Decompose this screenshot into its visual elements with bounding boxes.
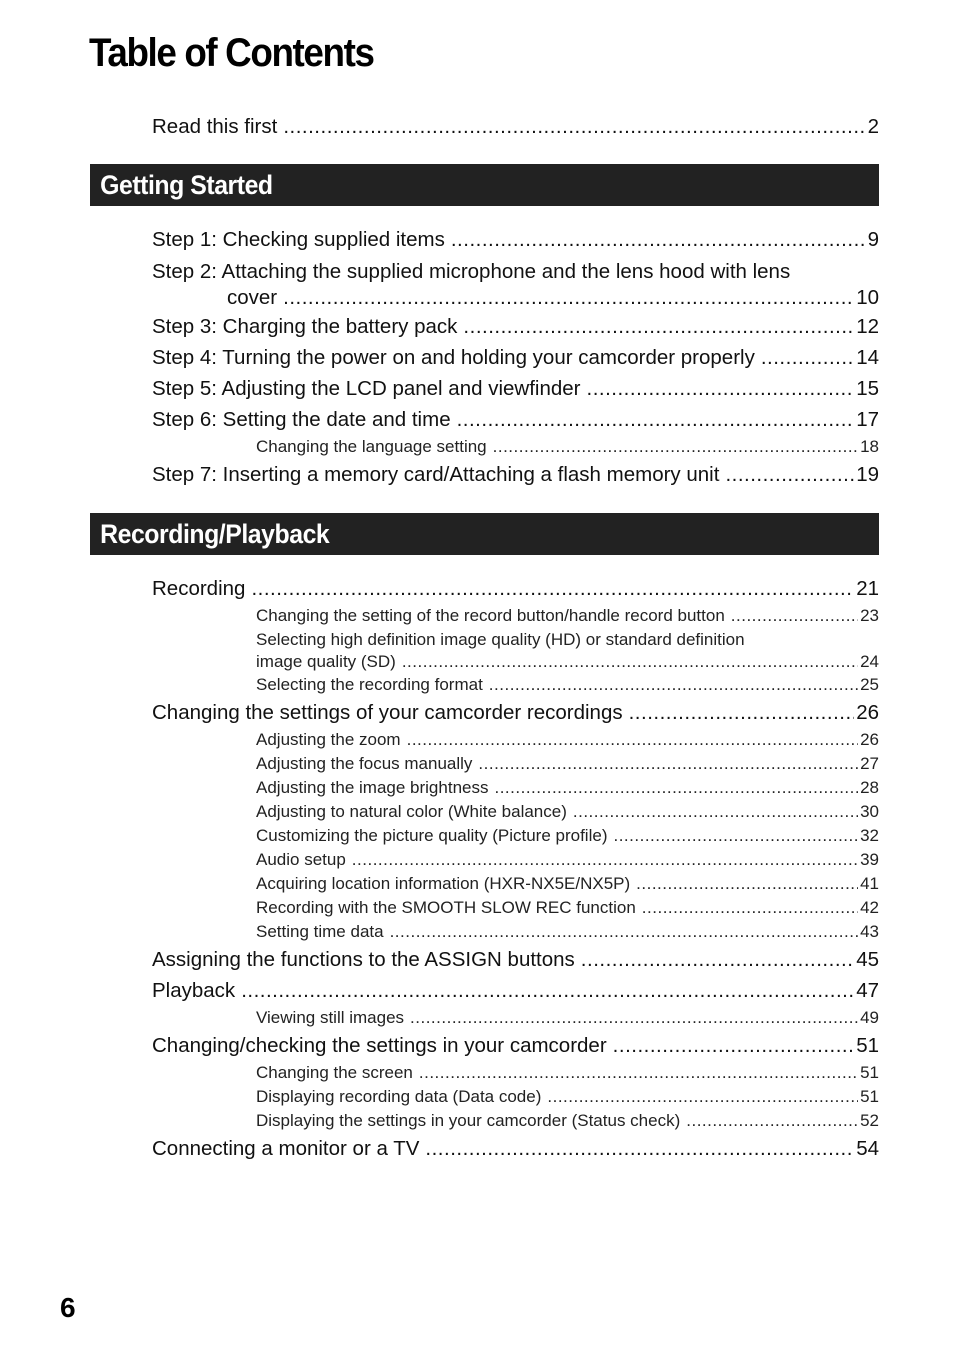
toc-intro [152,111,879,142]
toc-entry-checking-settings[interactable]: Changing/checking the settings in your camcorder ..... 51 [152,1030,879,1061]
toc-entry-step-3[interactable]: Step 3: Charging the battery pack ..... 12 [152,311,879,342]
leader-dots [451,224,866,255]
leader-dots [478,752,858,776]
leader-dots [390,920,859,944]
leader-dots [419,1061,858,1085]
leader-dots [283,111,865,142]
toc-entry-monitor-tv[interactable]: Connecting a monitor or a TV ..... 54 [152,1133,879,1164]
leader-dots [283,285,854,311]
leader-dots [241,975,854,1006]
leader-dots [547,1085,858,1109]
toc-section-getting-started [152,224,879,490]
toc-subentry-smooth-slow-rec[interactable]: Recording with the SMOOTH SLOW REC function ..... 42 [152,896,879,920]
toc-entry-recording[interactable]: Recording ..... 21 [152,573,879,604]
leader-dots [731,604,858,628]
toc-entry-step-4[interactable]: Step 4: Turning the power on and holding your camcorder properly ..... 14 [152,342,879,373]
leader-dots [725,459,854,490]
toc-entry-label: Read this first [152,115,278,138]
leader-dots [425,1133,854,1164]
toc-subentry-focus[interactable]: Adjusting the focus manually ..... 27 [152,752,879,776]
leader-dots [613,824,858,848]
leader-dots [636,872,858,896]
toc-entry-step-1[interactable]: Step 1: Checking supplied items ..... 9 [152,224,879,255]
toc-subentry-image-quality[interactable]: Selecting high definition image quality (HD) or standard definition image quality (SD) ..... 24 [152,629,879,673]
leader-dots [613,1030,855,1061]
toc-subentry-location-info[interactable]: Acquiring location information (HXR-NX5E/NX5P) ..... 41 [152,872,879,896]
toc-entry-step-6[interactable]: Step 6: Setting the date and time ..... 17 [152,404,879,435]
toc-entry-read-this-first[interactable] [152,111,879,142]
page-title: Table of Contents [89,31,374,75]
leader-dots [629,697,855,728]
leader-dots [463,311,854,342]
leader-dots [642,896,858,920]
toc-subentry-white-balance[interactable]: Adjusting to natural color (White balance) ..... 30 [152,800,879,824]
leader-dots [493,435,858,459]
toc-section-recording-playback [152,573,879,1164]
toc-subentry-changing-screen[interactable]: Changing the screen ..... 51 [152,1061,879,1085]
leader-dots [352,848,858,872]
toc-subentry-still-images[interactable]: Viewing still images ..... 49 [152,1006,879,1030]
leader-dots [410,1006,858,1030]
leader-dots [573,800,858,824]
toc-subentry-language-setting[interactable]: Changing the language setting ..... 18 [152,435,879,459]
leader-dots [587,373,855,404]
toc-entry-camcorder-recordings[interactable]: Changing the settings of your camcorder recordings ..... 26 [152,697,879,728]
toc-entry-step-2[interactable]: Step 2: Attaching the supplied microphone and the lens hood with lens cover ..... 10 [152,255,879,311]
leader-dots [686,1109,858,1133]
toc-subentry-zoom[interactable]: Adjusting the zoom ..... 26 [152,728,879,752]
toc-entry-assign-buttons[interactable]: Assigning the functions to the ASSIGN buttons ..... 45 [152,944,879,975]
toc-subentry-data-code[interactable]: Displaying recording data (Data code) ..... 51 [152,1085,879,1109]
leader-dots [457,404,855,435]
toc-subentry-brightness[interactable]: Adjusting the image brightness ..... 28 [152,776,879,800]
toc-entry-playback[interactable]: Playback ..... 47 [152,975,879,1006]
leader-dots [251,573,854,604]
toc-subentry-status-check[interactable]: Displaying the settings in your camcorder (Status check) ..... 52 [152,1109,879,1133]
leader-dots [761,342,854,373]
toc-entry-step-5[interactable]: Step 5: Adjusting the LCD panel and viewfinder ..... 15 [152,373,879,404]
toc-subentry-picture-profile[interactable]: Customizing the picture quality (Picture profile) ..... 32 [152,824,879,848]
leader-dots [402,651,858,673]
toc-subentry-recording-format[interactable]: Selecting the recording format ..... 25 [152,673,879,697]
leader-dots [494,776,858,800]
toc-entry-step-7[interactable]: Step 7: Inserting a memory card/Attaching a flash memory unit ..... 19 [152,459,879,490]
toc-entry-page: 2 [867,115,879,138]
leader-dots [489,673,858,697]
toc-subentry-audio-setup[interactable]: Audio setup ..... 39 [152,848,879,872]
toc-subentry-time-data[interactable]: Setting time data ..... 43 [152,920,879,944]
toc-subentry-record-button[interactable]: Changing the setting of the record button/handle record button ..... 23 [152,604,879,628]
leader-dots [407,728,858,752]
page-number: 6 [60,1292,76,1323]
section-heading-getting-started: Getting Started [90,164,879,206]
leader-dots [581,944,854,975]
section-heading-recording-playback: Recording/Playback [90,513,879,555]
